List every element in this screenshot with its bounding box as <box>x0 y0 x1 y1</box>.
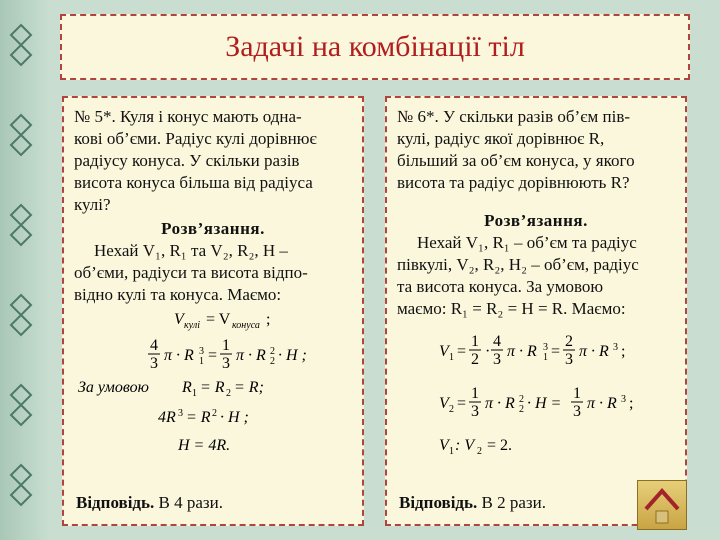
svg-text:V: V <box>439 343 449 360</box>
task6-line: кулі, радіус якої дорівнює R, <box>397 129 605 148</box>
svg-text:2: 2 <box>212 408 217 419</box>
task6-solution-line: півкулі, V₂, R₂, H₂ – об’єм, радіус <box>397 255 639 274</box>
svg-text:1: 1 <box>449 352 454 363</box>
answer-value: В 2 рази. <box>481 493 546 512</box>
svg-text:=: = <box>457 343 467 360</box>
svg-text:2: 2 <box>226 388 231 399</box>
ornament-icon <box>6 200 36 260</box>
svg-text:H = 4R.: H = 4R. <box>178 437 231 454</box>
svg-text:π · R: π · R <box>579 343 609 360</box>
svg-text:4: 4 <box>493 333 501 350</box>
svg-text:R: R <box>182 379 192 396</box>
svg-text:=: = <box>551 343 561 360</box>
ornament-icon <box>6 380 36 440</box>
svg-text:4: 4 <box>150 337 158 354</box>
answer-label: Відповідь. <box>399 493 478 512</box>
task5-text <box>74 106 352 216</box>
ornament-icon <box>6 290 36 350</box>
task5-solution-line: Нехай V₁, R₁ та V₂, R₂, H – <box>94 241 288 260</box>
task6-panel <box>385 96 687 526</box>
svg-text:3: 3 <box>565 351 573 368</box>
svg-text:1: 1 <box>543 352 548 363</box>
svg-text:3: 3 <box>543 342 548 353</box>
svg-text:2: 2 <box>519 404 524 415</box>
answer-value: В 4 рази. <box>158 493 223 512</box>
svg-text:3: 3 <box>150 355 158 372</box>
task5-solution-line: відно кулі та конуса. Маємо: <box>74 285 282 304</box>
svg-text:3: 3 <box>471 403 479 420</box>
svg-text:1: 1 <box>573 385 581 402</box>
svg-text:=: = <box>208 347 218 364</box>
svg-text:3: 3 <box>222 355 230 372</box>
home-nav-icon <box>638 481 686 529</box>
svg-text:2: 2 <box>519 394 524 405</box>
task5-line: висота конуса більша від радіуса <box>74 173 313 192</box>
home-nav-button[interactable] <box>637 480 687 530</box>
svg-text:V: V <box>439 395 449 412</box>
task5-solution-heading: Розв’язання. <box>161 219 265 238</box>
svg-text:2: 2 <box>471 351 479 368</box>
svg-text:V: V <box>174 311 184 328</box>
condition-text: За умовою <box>78 379 149 396</box>
svg-text:конуса: конуса <box>232 320 260 331</box>
svg-text:1: 1 <box>471 333 479 350</box>
title-box <box>60 14 690 80</box>
svg-text:2: 2 <box>477 446 482 457</box>
svg-text:2: 2 <box>449 404 454 415</box>
task6-solution-line: Нехай V₁, R₁ – об’єм та радіус <box>417 233 637 252</box>
svg-text:1: 1 <box>471 385 479 402</box>
task5-answer <box>76 492 223 514</box>
svg-text:;: ; <box>629 395 634 412</box>
svg-text:3: 3 <box>178 408 183 419</box>
svg-text:π · R: π · R <box>507 343 537 360</box>
svg-text:4R: 4R <box>158 409 176 426</box>
task6-line: № 6*. У скільки разів об’єм пів- <box>397 107 631 126</box>
svg-text:1: 1 <box>449 446 454 457</box>
svg-text:=: = <box>457 395 467 412</box>
answer-label: Відповідь. <box>76 493 155 512</box>
ornament-icon <box>6 110 36 170</box>
svg-text:3: 3 <box>199 346 204 357</box>
svg-text:= R;: = R; <box>234 379 264 396</box>
task6-line: більший за об’єм конуса, у якого <box>397 151 635 170</box>
svg-text:· H =: · H = <box>527 395 562 412</box>
svg-text:= 2.: = 2. <box>487 437 513 454</box>
svg-text:1: 1 <box>222 337 230 354</box>
svg-text:3: 3 <box>613 342 618 353</box>
svg-text:2: 2 <box>270 346 275 357</box>
svg-text:·: · <box>485 343 491 360</box>
svg-text:3: 3 <box>493 351 501 368</box>
task6-equations <box>397 326 679 466</box>
svg-text:3: 3 <box>573 403 581 420</box>
task5-line: радіусу конуса. У скільки разів <box>74 151 300 170</box>
page-title: Задачі на комбінації тіл <box>225 30 525 63</box>
svg-text:: V: : V <box>455 437 475 454</box>
svg-text:π · R: π · R <box>236 347 266 364</box>
svg-text:2: 2 <box>565 333 573 350</box>
svg-text:;: ; <box>621 343 626 360</box>
eq-sub-kuli: кулі <box>184 320 200 331</box>
task5-line: кові об’єми. Радіус кулі дорівнює <box>74 129 317 148</box>
task5-line: кулі? <box>74 195 111 214</box>
task5-equations <box>74 310 356 470</box>
svg-text:= R: = R <box>186 409 211 426</box>
ornament-icon <box>6 20 36 80</box>
svg-text:π · R: π · R <box>485 395 515 412</box>
svg-text:π · R: π · R <box>587 395 617 412</box>
svg-text:= V: = V <box>206 311 231 328</box>
task5-line: № 5*. Куля і конус мають одна- <box>74 107 302 126</box>
task6-solution-line: та висота конуса. За умовою <box>397 277 604 296</box>
svg-text:· H ;: · H ; <box>278 347 307 364</box>
svg-text:= R: = R <box>200 379 225 396</box>
svg-text:π · R: π · R <box>164 347 194 364</box>
task6-solution-heading: Розв’язання. <box>484 211 588 230</box>
svg-text:V: V <box>439 437 449 454</box>
task5-solution-line: об’єми, радіуси та висота відпо- <box>74 263 308 282</box>
task6-answer <box>399 492 546 514</box>
left-decor-stripe <box>0 0 48 540</box>
svg-text:2: 2 <box>270 356 275 367</box>
svg-text:1: 1 <box>192 388 197 399</box>
ornament-icon <box>6 460 36 520</box>
svg-text:;: ; <box>266 311 271 328</box>
svg-text:3: 3 <box>621 394 626 405</box>
task5-panel <box>62 96 364 526</box>
task6-line: висота та радіус дорівнюють R? <box>397 173 630 192</box>
svg-text:1: 1 <box>199 356 204 367</box>
task6-solution-line: маємо: R₁ = R₂ = H = R. Маємо: <box>397 299 626 318</box>
svg-text:· H ;: · H ; <box>220 409 249 426</box>
